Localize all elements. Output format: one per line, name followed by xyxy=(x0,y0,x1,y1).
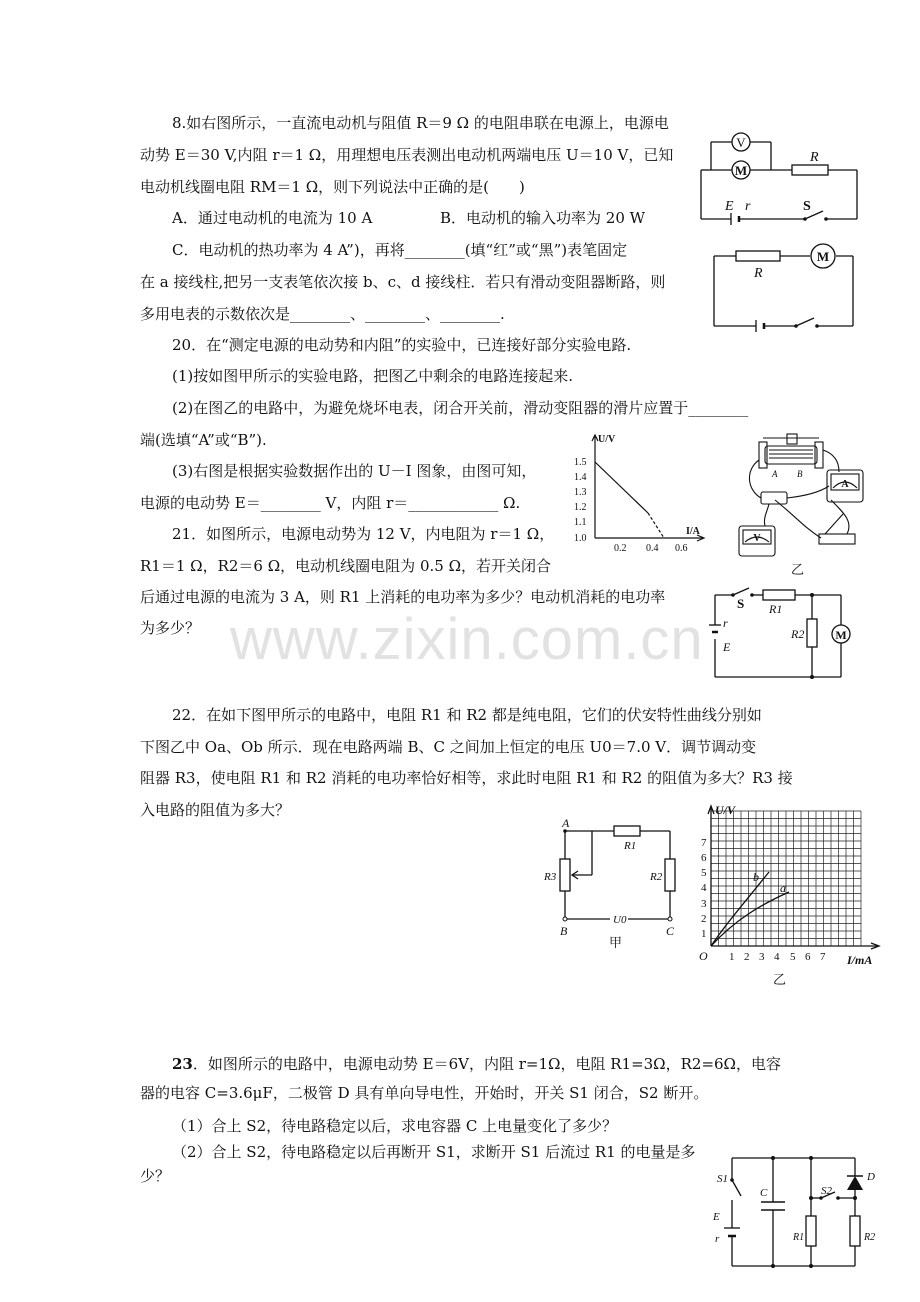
q20-line-1: 20．在“测定电源的电动势和内阻”的实验中，已连接好部分实验电路. xyxy=(172,336,632,354)
q20-line-3: (2)在图乙的电路中，为避免烧坏电表，闭合开关前，滑动变阻器的滑片应置于________ xyxy=(172,399,749,417)
q23-line-1 xyxy=(172,1054,781,1074)
q20-line-4: 端(选填“A”或“B”). xyxy=(140,431,267,449)
q22-r3-label: R3 xyxy=(544,871,557,883)
q8-cont-line-1: 在 a 接线柱,把另一支表笔依次接 b、c、d 接线柱．若只有滑动变阻器断路，则 xyxy=(140,273,666,291)
q20-xtick-3: 0.6 xyxy=(675,543,688,554)
q22-line-4: 入电路的阻值为多大？ xyxy=(140,801,291,819)
q20-line-6: 电源的电动势 E＝________ V，内阻 r＝____________ Ω. xyxy=(140,494,521,512)
ammeter-label: A xyxy=(841,479,849,490)
q23-line-1-text: ．如图所示的电路中，电源电动势 E＝6V，内阻 r=1Ω，电阻 R1=3Ω，R2=6Ω，电容 xyxy=(192,1055,781,1073)
q21-e-label: E xyxy=(723,640,731,654)
q22-u0-label: U0 xyxy=(613,914,627,926)
q23-s1-label: S1 xyxy=(717,1173,728,1185)
q20-line-2: (1)按如图甲所示的实验电路，把图乙中剩余的电路连接起来. xyxy=(172,367,574,385)
q21-circuit-figure xyxy=(705,585,865,685)
q20-ui-graph xyxy=(568,430,713,555)
q22-line-2: 下图乙中 Oa、Ob 所示．现在电路两端 B、C 之间加上恒定的电压 U0＝7.0 V．调节调动变 xyxy=(140,738,757,756)
q22-ytick-1: 1 xyxy=(701,928,707,940)
q21-r-label: r xyxy=(723,616,728,630)
q21-line-3: 后通过电源的电流为 3 A，则 R1 上消耗的电功率为多少？电动机消耗的电功率 xyxy=(140,588,666,606)
q21-r1-label: R1 xyxy=(769,602,783,616)
q8-option-b: B．电动机的输入功率为 20 W xyxy=(440,209,646,227)
internal-r-label: r xyxy=(745,199,751,214)
curve-b-label: b xyxy=(753,870,759,884)
q8-circuit-figure-2 xyxy=(710,240,870,332)
q22-iv-graph xyxy=(695,800,890,990)
q20-ytick-2: 1.4 xyxy=(574,472,587,483)
q20-ytick-3: 1.3 xyxy=(574,487,587,498)
resistor-r-label-2: R xyxy=(754,266,763,281)
q8-line-2: 动势 E＝30 V,内阻 r＝1 Ω，用理想电压表测出电动机两端电压 U＝10 V，已知 xyxy=(140,146,674,164)
q22-xlabel: I/mA xyxy=(847,953,873,967)
q22-line-3: 阻器 R3，使电阻 R1 和 R2 消耗的电功率恰好相等，求此时电阻 R1 和 R2 的阻值为多大？R3 接 xyxy=(140,769,793,787)
q20-ytick-5: 1.1 xyxy=(574,517,587,528)
q23-line-4: （2）合上 S2，待电路稳定以后再断开 S1，求断开 S1 后流过 R1 的电量是多 xyxy=(172,1143,696,1161)
q22-r1-label: R1 xyxy=(624,840,637,852)
q22-xtick-2: 2 xyxy=(744,951,750,963)
q23-number: 23 xyxy=(172,1055,193,1073)
q22-r2-label: R2 xyxy=(650,871,663,883)
q22-ytick-7: 7 xyxy=(701,837,707,849)
q23-r1-label: R1 xyxy=(793,1232,805,1243)
q22-xtick-4: 4 xyxy=(774,951,780,963)
q8-circuit-figure-1 xyxy=(695,125,870,225)
q23-r-label: r xyxy=(715,1233,720,1245)
q22-xtick-3: 3 xyxy=(759,951,765,963)
rheostat-b-label: B xyxy=(797,469,803,479)
emf-e-label: E xyxy=(725,199,734,214)
q22-xtick-1: 1 xyxy=(729,951,735,963)
q22-origin-label: O xyxy=(699,949,708,963)
q22-line-1: 22．在如下图甲所示的电路中，电阻 R1 和 R2 都是纯电阻，它们的伏安特性曲线分别如 xyxy=(172,706,762,724)
q20-ytick-6: 1.0 xyxy=(574,533,587,544)
motor-label: M xyxy=(734,163,748,178)
q20-xtick-2: 0.4 xyxy=(646,543,659,554)
q22-ytick-4: 4 xyxy=(701,882,707,894)
q22-ytick-3: 3 xyxy=(701,898,707,910)
q21-line-1: 21．如图所示，电源电动势为 12 V，内电阻为 r＝1 Ω， xyxy=(172,525,555,543)
curve-a-label: a xyxy=(780,881,786,895)
q22-circuit-figure xyxy=(540,815,690,955)
q20-ytick-4: 1.2 xyxy=(574,502,587,513)
q8-option-a: A．通过电动机的电流为 10 A xyxy=(172,209,373,227)
q21-line-2: R1＝1 Ω，R2＝6 Ω，电动机线圈电阻为 0.5 Ω，若开关闭合 xyxy=(140,557,552,575)
switch-s-label: S xyxy=(803,199,811,214)
q22-ylabel: U/V xyxy=(715,803,736,817)
q22-ytick-6: 6 xyxy=(701,852,707,864)
watermark: www.zixin.com.cn xyxy=(230,607,704,672)
q23-line-2: 器的电容 C=3.6μF，二极管 D 具有单向导电性，开始时，开关 S1 闭合，S2 断开。 xyxy=(140,1084,709,1102)
q20-ylabel: U/V xyxy=(598,434,616,445)
q22-circuit-caption: 甲 xyxy=(609,935,623,950)
q22-xtick-6: 6 xyxy=(805,951,811,963)
q22-b-label: B xyxy=(560,924,568,938)
q23-r2-label: R2 xyxy=(864,1232,876,1243)
apparatus-caption: 乙 xyxy=(791,562,805,577)
q22-c-label: C xyxy=(666,924,675,938)
voltmeter-label: V xyxy=(736,135,746,150)
q20-xtick-1: 0.2 xyxy=(614,543,627,554)
voltmeter-label-2: V xyxy=(753,533,761,544)
q8-cont-line-2: 多用电表的示数依次是________、________、________. xyxy=(140,305,505,323)
q23-d-label: D xyxy=(867,1171,875,1183)
q22-xtick-5: 5 xyxy=(790,951,796,963)
q8-line-1: 8.如右图所示，一直流电动机与阻值 R＝9 Ω 的电阻串联在电源上，电源电 xyxy=(172,114,669,132)
q22-ytick-2: 2 xyxy=(701,913,707,925)
q23-e-label: E xyxy=(713,1211,720,1223)
q22-xtick-7: 7 xyxy=(820,951,826,963)
q21-motor-label: M xyxy=(835,628,847,642)
q20-ytick-1: 1.5 xyxy=(574,457,587,468)
q22-graph-caption: 乙 xyxy=(773,972,787,987)
q21-line-4: 为多少？ xyxy=(140,619,201,637)
q21-s-label: S xyxy=(737,596,745,611)
q23-c-label: C xyxy=(760,1187,768,1199)
q23-s2-label: S2 xyxy=(821,1185,832,1197)
q20-xlabel: I/A xyxy=(686,526,700,537)
q22-ytick-5: 5 xyxy=(701,867,707,879)
q20-line-5: (3)右图是根据实验数据作出的 U－I 图象，由图可知， xyxy=(172,462,537,480)
q8-option-c: C．电动机的热功率为 4 A”)，再将________(填“红”或“黑”)表笔固定 xyxy=(172,241,628,259)
rheostat-a-label: A xyxy=(772,469,778,479)
q22-a-label: A xyxy=(562,816,570,830)
q23-circuit-figure xyxy=(705,1150,885,1272)
q20-apparatus-figure xyxy=(735,430,875,580)
q23-line-3: （1）合上 S2，待电路稳定以后，求电容器 C 上电量变化了多少？ xyxy=(172,1117,618,1135)
q23-line-5: 少？ xyxy=(140,1167,171,1185)
q8-line-3: 电动机线圈电阻 RM＝1 Ω，则下列说法中正确的是( ) xyxy=(140,178,525,196)
q21-r2-label: R2 xyxy=(791,627,805,641)
motor-label-2: M xyxy=(816,249,830,264)
resistor-r-label: R xyxy=(810,150,819,165)
